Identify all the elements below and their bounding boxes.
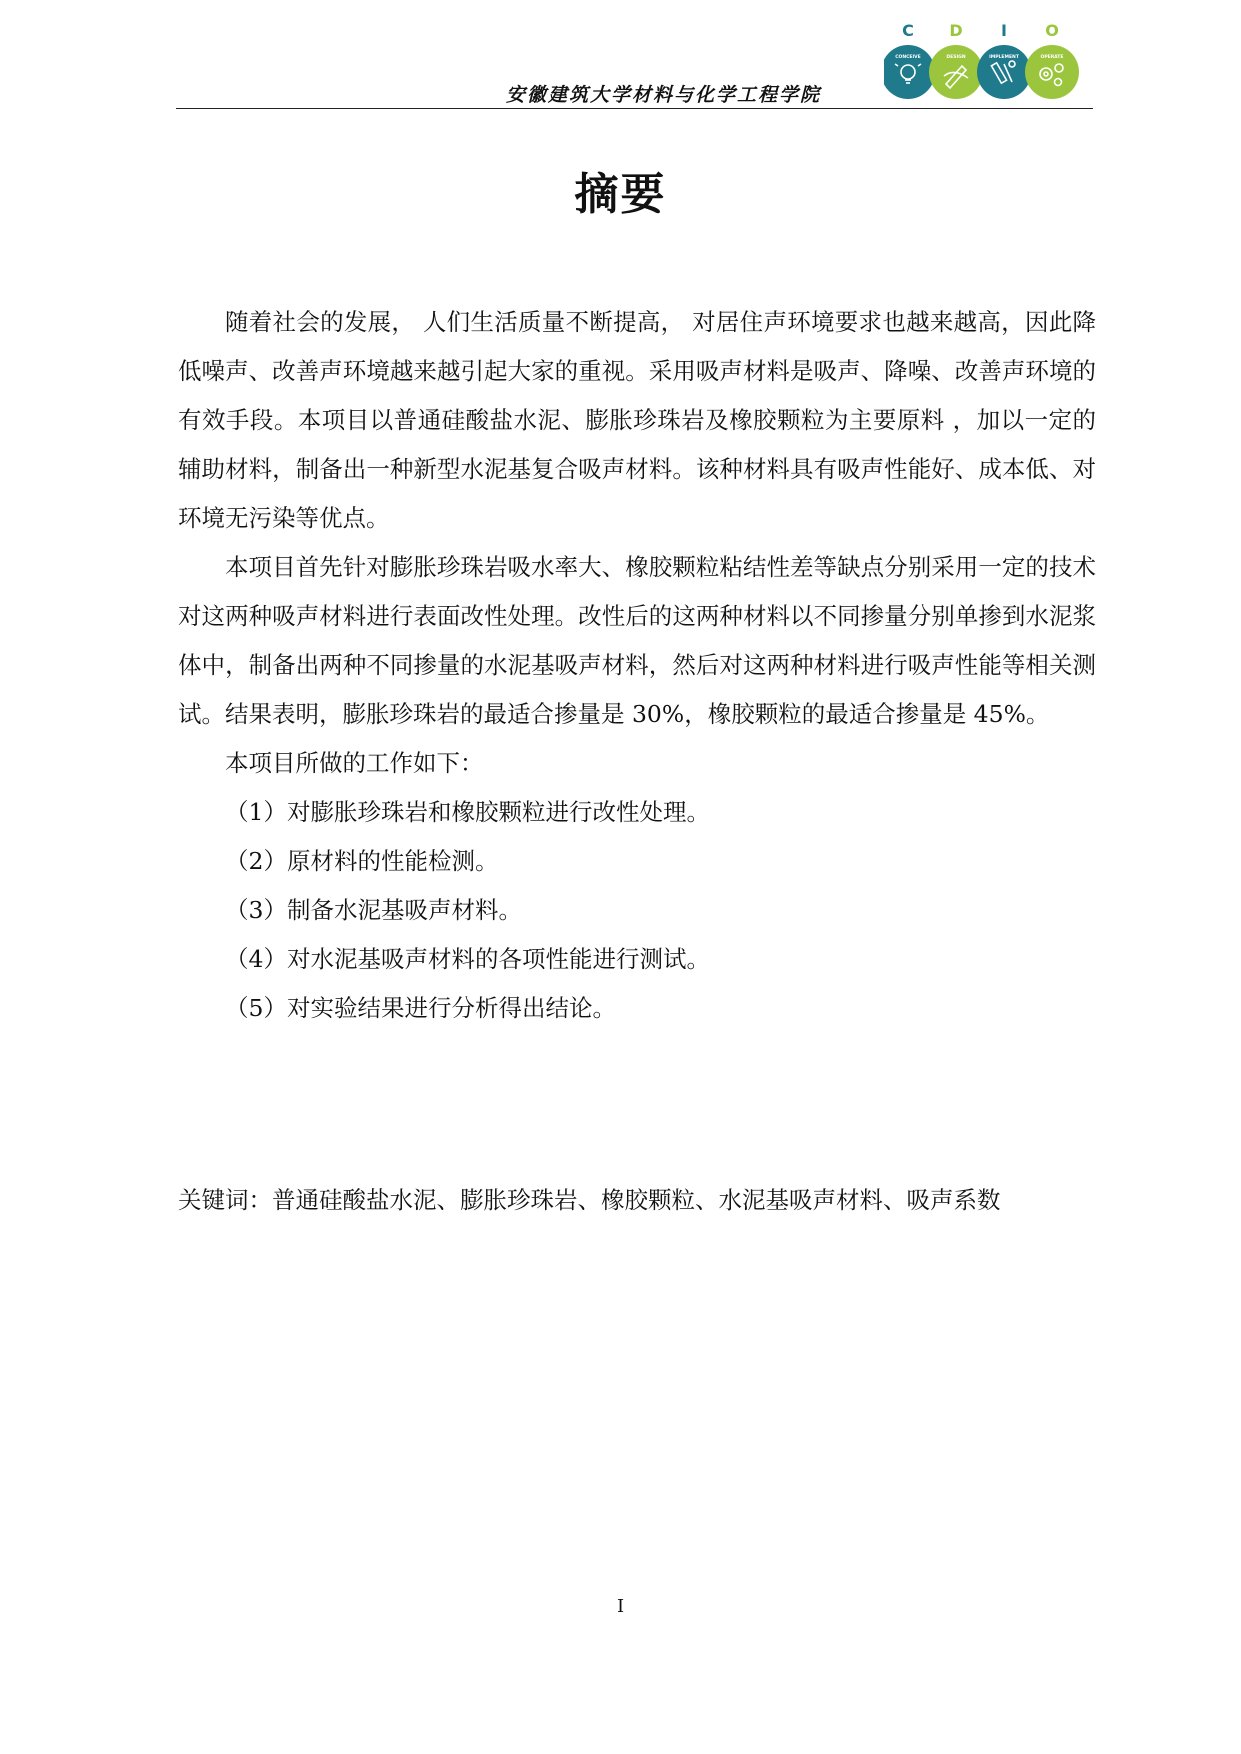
abstract-body <box>178 298 1096 1033</box>
work-list-item: （1）对膨胀珍珠岩和橡胶颗粒进行改性处理。 <box>225 798 710 826</box>
logo-caption-implement: IMPLEMENT <box>989 55 1019 60</box>
logo-caption-design: DESIGN <box>946 55 966 60</box>
logo-circle-implement <box>977 45 1031 99</box>
logo-caption-conceive: CONCEIVE <box>895 55 921 60</box>
logo-letter-o: O <box>1045 21 1059 40</box>
logo-circle-conceive <box>884 45 935 99</box>
header-divider <box>176 108 1093 109</box>
work-list-item: （5）对实验结果进行分析得出结论。 <box>225 994 616 1022</box>
cdio-logo <box>884 16 1094 100</box>
abstract-paragraph: 随着社会的发展， 人们生活质量不断提高， 对居住声环境要求也越来越高，因此降低噪声、改善声环境越来越引起大家的重视。采用吸声材料是吸声、降噪、改善声环境的有效手段。本项目以普通硅酸盐水泥、膨胀珍珠岩及橡胶颗粒为主要原料 ，加以一定的辅助材料，制备出一种新型水泥基复合吸声材料。该种材料具有吸声性能好、成本低、对环境无污染等优点。 <box>178 308 1096 532</box>
institution-name: 安徽建筑大学材料与化学工程学院 <box>506 84 822 106</box>
work-list-item: （3）制备水泥基吸声材料。 <box>225 896 522 924</box>
logo-caption-operate: OPERATE <box>1040 55 1064 60</box>
abstract-paragraph: 本项目首先针对膨胀珍珠岩吸水率大、橡胶颗粒粘结性差等缺点分别采用一定的技术对这两种吸声材料进行表面改性处理。改性后的这两种材料以不同掺量分别单掺到水泥浆体中，制备出两种不同掺量的水泥基吸声材料，然后对这两种材料进行吸声性能等相关测试。结果表明，膨胀珍珠岩的最适合掺量是 30%，橡胶颗粒的最适合掺量是 45%。 <box>178 553 1096 728</box>
logo-letter-c: C <box>902 21 914 40</box>
work-list-item: （2）原材料的性能检测。 <box>225 847 499 875</box>
page-header <box>176 16 1093 110</box>
page-number: I <box>616 1596 625 1617</box>
work-list-item: （4）对水泥基吸声材料的各项性能进行测试。 <box>225 945 710 973</box>
logo-letter-d: D <box>949 21 963 40</box>
keywords-line: 关键词：普通硅酸盐水泥、膨胀珍珠岩、橡胶颗粒、水泥基吸声材料、吸声系数 <box>178 1186 1001 1214</box>
abstract-paragraph: 本项目所做的工作如下： <box>225 749 484 777</box>
logo-letter-i: I <box>1001 21 1007 40</box>
page-title: 摘要 <box>574 169 667 220</box>
